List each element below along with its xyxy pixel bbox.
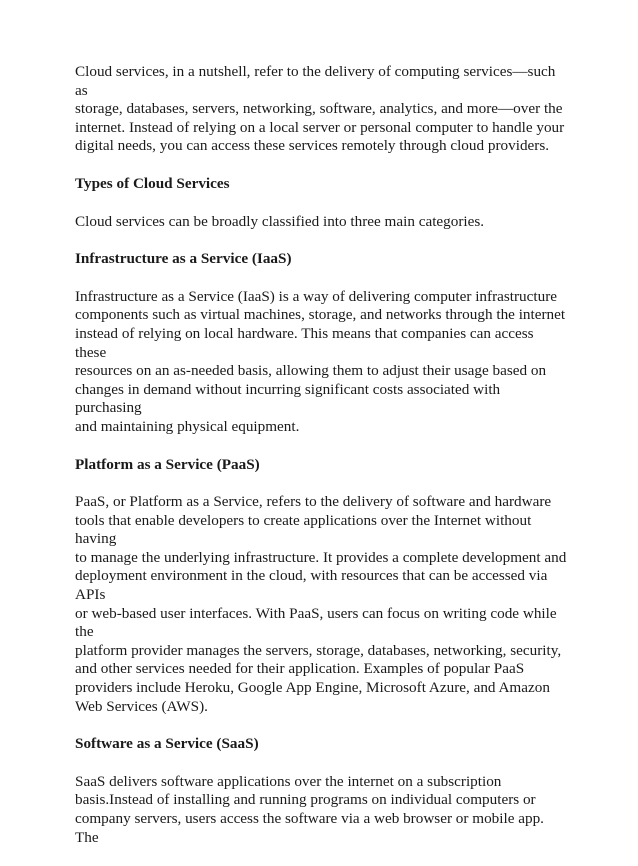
iaas-paragraph: Infrastructure as a Service (IaaS) is a way of delivering computer infrastructure components such as virtual machines, storage, and networks through the internet instead of relying on local hardware. This means that companies can access these resources on an as-needed basis, allowing them to adjust their usage based on changes in demand without incurring significant costs associated with purchasing and maintaining physical equipment. [75, 287, 566, 435]
types-heading: Types of Cloud Services [75, 174, 230, 192]
document-page [75, 63, 567, 866]
types-intro-paragraph: Cloud services can be broadly classified into three main categories. [75, 212, 485, 230]
iaas-heading: Infrastructure as a Service (IaaS) [75, 250, 292, 268]
intro-paragraph: Cloud services, in a nutshell, refer to the delivery of computing services—such as storage, databases, servers, networking, software, analytics, and more—over the internet. Instead of relying on a local server or personal computer to handle your digital needs, you can access these services remotely through cloud providers. [75, 63, 565, 155]
paas-paragraph: PaaS, or Platform as a Service, refers to the delivery of software and hardware tools that enable developers to create applications over the Internet without having to manage the underlying infrastructure. It provides a complete development and deployment environment in the cloud, with resources that can be accessed via APIs or web-based user interfaces. With PaaS, users can focus on writing code while the platform provider manages the servers, storage, databases, networking, security, and other services needed for their application. Examples of popular PaaS providers include Heroku, Google App Engine, Microsoft Azure, and Amazon Web Services (AWS). [75, 493, 567, 715]
paas-heading: Platform as a Service (PaaS) [75, 455, 260, 473]
saas-paragraph: SaaS delivers software applications over the internet on a subscription basis.Instead of installing and running programs on individual computers or company servers, users access the software via a web browser or mobile app. The [75, 772, 544, 846]
saas-heading: Software as a Service (SaaS) [75, 735, 259, 753]
